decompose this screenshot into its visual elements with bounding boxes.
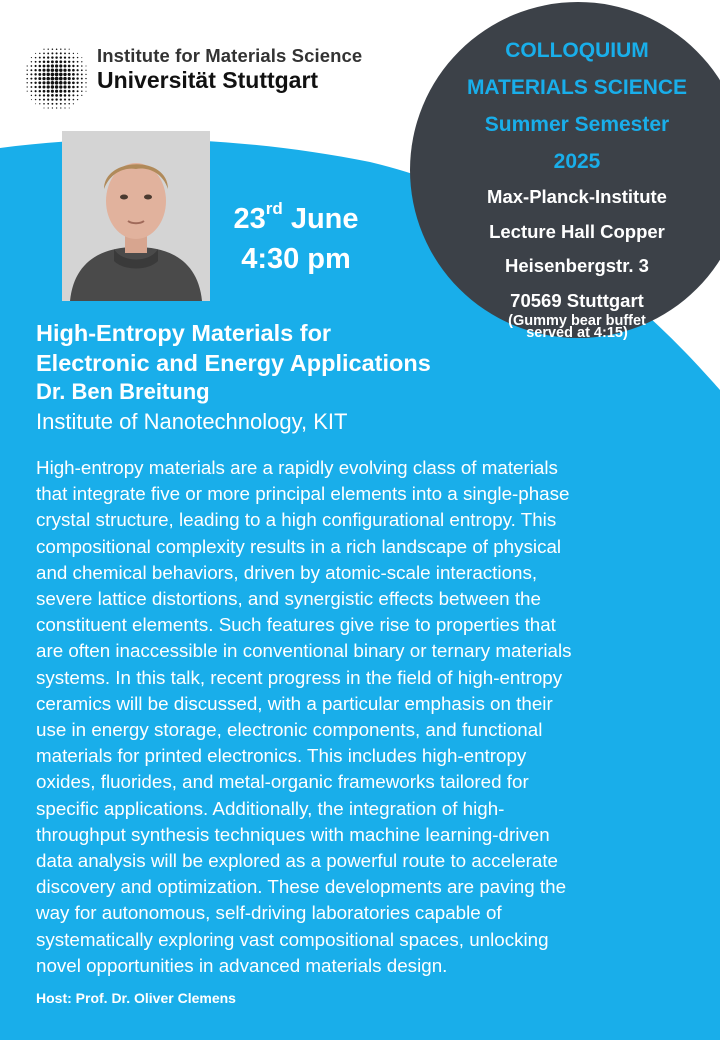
logo-dot (46, 77, 50, 81)
logo-dot (77, 99, 78, 100)
logo-dot (55, 94, 58, 97)
abstract-line: systematically exploring vast compositional spaces, unlocking (36, 928, 549, 950)
logo-dot (59, 94, 62, 97)
logo-dot (51, 81, 55, 85)
logo-dot (47, 56, 49, 58)
logo-dot (63, 73, 66, 76)
logo-dot (35, 99, 36, 100)
abstract-line: specific applications. Additionally, the integration of high- (36, 797, 505, 819)
abstract-line: throughput synthesis techniques with machine learning-driven (36, 823, 550, 845)
logo-dot (64, 99, 66, 101)
logo-dot (43, 86, 46, 89)
logo-dot (56, 48, 58, 50)
logo-dot (64, 107, 65, 108)
logo-dot (51, 52, 53, 54)
logo-dot (72, 69, 75, 72)
logo-dot (77, 95, 79, 97)
logo-dot (26, 82, 27, 83)
abstract-line: systems. In this talk, recent progress in the field of high-entropy (36, 666, 563, 688)
logo-dot (51, 85, 54, 88)
event-day: 23 (233, 203, 266, 235)
logo-dot (59, 85, 62, 88)
abstract-line: ceramics will be discussed, with a particular emphasis on their (36, 692, 553, 714)
abstract-line: constituent elements. Such features give rise to properties that (36, 614, 556, 636)
logo-dot (55, 73, 59, 77)
logo-dot (69, 49, 70, 50)
logo-dot (47, 85, 50, 88)
logo-dot (51, 98, 53, 100)
logo-dot (68, 90, 71, 93)
logo-dot (59, 77, 63, 81)
logo-dot (34, 82, 36, 84)
logo-dot (52, 48, 53, 49)
logo-dot (38, 86, 41, 89)
abstract-line: data analysis will be explored as a powerful route to accelerate (36, 850, 558, 872)
event-month: June (290, 203, 359, 235)
event-day-suffix: rd (265, 199, 283, 218)
logo-dot (64, 65, 67, 68)
logo-dot (26, 78, 28, 80)
logo-dot (43, 99, 45, 101)
logo-dot (56, 52, 58, 54)
logo-dot (64, 94, 67, 97)
logo-dot (63, 85, 66, 88)
logo-dot (39, 90, 41, 92)
institute-name: Institute for Materials Science (97, 45, 363, 66)
logo-dot (55, 68, 59, 72)
venue-institute: Max-Planck-Institute (487, 186, 667, 207)
logo-dot (39, 57, 41, 59)
logo-dot (31, 61, 32, 62)
logo-dot (43, 57, 45, 59)
buffet-note-line2: served at 4:15) (526, 325, 628, 341)
logo-dot (60, 103, 62, 105)
logo-dot (73, 53, 74, 54)
logo-dot (48, 107, 49, 108)
logo-dot (47, 103, 49, 105)
logo-dot (47, 69, 50, 72)
logo-dot (39, 53, 40, 54)
logo-dot (48, 49, 49, 50)
logo-dot (85, 65, 86, 66)
logo-dot (42, 69, 45, 72)
logo-dot (31, 65, 33, 67)
logo-dot (35, 95, 37, 97)
logo-dot (64, 49, 65, 50)
venue-city: 70569 Stuttgart (510, 289, 644, 311)
logo-dot (72, 90, 74, 92)
logo-dot (85, 86, 86, 87)
logo-dot (42, 73, 45, 76)
talk-title-line2: Electronic and Energy Applications (36, 350, 431, 376)
logo-dot (34, 69, 36, 71)
logo-dot (59, 68, 62, 71)
logo-dot (63, 69, 66, 72)
logo-dot (35, 103, 36, 104)
logo-dot (42, 77, 45, 80)
speaker-portrait-icon (62, 131, 210, 301)
logo-dot (69, 108, 70, 109)
logo-dot (38, 77, 41, 80)
talk-title-line1: High-Entropy Materials for (36, 320, 332, 346)
logo-dot (51, 103, 53, 105)
logo-dot (68, 57, 70, 59)
logo-dot (47, 60, 50, 63)
logo-dot (68, 53, 70, 55)
logo-dot (39, 94, 41, 96)
logo-dot (38, 81, 41, 84)
logo-dot (59, 60, 62, 63)
logo-dot (59, 73, 63, 77)
logo-dot (86, 91, 87, 92)
logo-dot (77, 61, 79, 63)
logo-dot (56, 107, 57, 108)
logo-dot (72, 77, 75, 80)
logo-dot (35, 90, 37, 92)
logo-dot (30, 82, 32, 84)
logo-dot (68, 81, 71, 84)
abstract-line: materials for printed electronics. This includes high-entropy (36, 745, 527, 767)
logo-dot (51, 73, 55, 77)
year: 2025 (553, 150, 601, 173)
logo-dot (34, 73, 36, 75)
logo-dot (76, 73, 78, 75)
abstract-line: discovery and optimization. These developments are paving the (36, 876, 567, 898)
logo-dot (55, 81, 59, 85)
logo-dot (68, 94, 70, 96)
logo-dot (51, 90, 54, 93)
logo-dot (60, 56, 62, 58)
logo-dot (72, 81, 75, 84)
logo-dot (38, 73, 41, 76)
logo-dot (43, 49, 44, 50)
logo-dot (68, 61, 70, 63)
logo-dot (31, 90, 33, 92)
logo-dot (35, 61, 37, 63)
logo-dot (31, 57, 32, 58)
abstract-line: that integrate five or more principal elements into a single-phase (36, 483, 570, 505)
logo-dot (68, 65, 71, 68)
logo-dot (47, 64, 50, 67)
logo-dot (42, 81, 45, 84)
logo-dot (30, 73, 32, 75)
logo-dot (85, 70, 86, 71)
stuttgart-dot-sphere-icon (22, 44, 90, 112)
logo-dot (60, 98, 62, 100)
logo-dot (77, 90, 79, 92)
logo-dot (43, 65, 46, 68)
speaker-photo (62, 131, 210, 301)
logo-dot (35, 65, 37, 67)
logo-dot (55, 64, 58, 67)
logo-dot (47, 94, 50, 97)
logo-dot (73, 103, 74, 104)
logo-dot (52, 107, 53, 108)
logo-dot (72, 94, 74, 96)
logo-dot (81, 86, 83, 88)
logo-dot (43, 61, 46, 64)
logo-dot (39, 61, 41, 63)
abstract-line: oxides, fluorides, and metal-organic frameworks tailored for (36, 771, 529, 793)
abstract (36, 455, 656, 979)
abstract-line: novel opportunities in advanced materials design. (36, 954, 448, 976)
logo-dot (39, 65, 42, 68)
abstract-line: and chemical behaviors, driven by atomic-scale interactions, (36, 561, 538, 583)
logo-dot (43, 94, 45, 96)
logo-dot (68, 69, 71, 72)
abstract-line: High-entropy materials are a rapidly evolving class of materials (36, 457, 558, 478)
logo-dot (51, 56, 53, 58)
logo-dot (64, 90, 67, 93)
logo-dot (64, 56, 66, 58)
logo-dot (30, 78, 32, 80)
logo-dot (39, 99, 41, 101)
logo-dot (47, 98, 49, 100)
logo-dot (63, 77, 66, 80)
logo-dot (68, 77, 71, 80)
logo-dot (46, 81, 49, 84)
logo-dot (68, 99, 70, 101)
logo-dot (51, 60, 54, 63)
logo-dot (34, 86, 36, 88)
logo-dot (76, 82, 78, 84)
logo-dot (64, 52, 66, 54)
logo-dot (39, 103, 40, 104)
event-time: 4:30 pm (241, 243, 351, 275)
logo-dot (81, 57, 82, 58)
logo-dot (27, 65, 28, 66)
logo-dot (51, 94, 54, 97)
logo-dot (35, 53, 36, 54)
abstract-line: compositional complexity results in a rich landscape of physical (36, 535, 562, 557)
logo-dot (77, 86, 79, 88)
logo-dot (77, 53, 78, 54)
logo-dot (68, 86, 71, 89)
logo-dot (64, 103, 66, 105)
logo-dot (51, 77, 55, 81)
logo-dot (77, 57, 78, 58)
host: Host: Prof. Dr. Oliver Clemens (36, 990, 236, 1006)
logo-dot (76, 69, 78, 71)
logo-dot (47, 90, 50, 93)
logo-dot (46, 73, 49, 76)
logo-dot (76, 77, 78, 79)
logo-dot (72, 86, 75, 89)
logo-dot (43, 53, 45, 55)
logo-dot (81, 61, 82, 62)
logo-dot (72, 73, 75, 76)
event-date-time (216, 199, 376, 279)
logo-dot (60, 48, 61, 49)
logo-dot (81, 82, 83, 84)
logo-dot (55, 98, 57, 100)
colloquium-title-line2: MATERIALS SCIENCE (466, 76, 688, 99)
logo-dot (55, 85, 58, 88)
abstract-line: crystal structure, leading to a high configurational entropy. This (36, 509, 557, 531)
logo-dot (43, 103, 45, 105)
logo-dot (60, 52, 62, 54)
logo-dot (73, 57, 75, 59)
speaker-affiliation: Institute of Nanotechnology, KIT (36, 409, 348, 434)
logo-dot (85, 82, 86, 83)
logo-dot (81, 69, 83, 71)
logo-dot (55, 60, 58, 63)
logo-dot (38, 69, 41, 72)
logo-dot (34, 77, 36, 79)
logo-dot (47, 52, 49, 54)
logo-dot (81, 90, 82, 91)
logo-dot (59, 64, 62, 67)
logo-dot (56, 103, 58, 105)
logo-dot (85, 74, 86, 75)
venue-street: Heisenbergstr. 3 (505, 255, 649, 276)
logo-dot (81, 78, 83, 80)
logo-dot (27, 91, 28, 92)
university-name: Universität Stuttgart (97, 67, 319, 93)
buffet-note-line1: (Gummy bear buffet (508, 313, 646, 329)
logo-dot (63, 81, 66, 84)
speaker-name: Dr. Ben Breitung (36, 379, 210, 404)
logo-dot (31, 95, 32, 96)
logo-dot (81, 95, 82, 96)
abstract-line: are often inaccessible in conventional binary or ternary materials (36, 640, 572, 662)
logo-dot (81, 65, 83, 67)
venue-hall: Lecture Hall Copper (489, 220, 665, 242)
logo-dot (55, 56, 57, 58)
logo-dot (35, 57, 37, 59)
logo-dot (68, 103, 69, 104)
abstract-line: way for autonomous, self-driving laboratories capable of (36, 902, 502, 924)
logo-dot (59, 81, 63, 85)
logo-dot (72, 61, 74, 63)
logo-dot (72, 65, 74, 67)
logo-dot (81, 73, 83, 75)
logo-dot (31, 99, 32, 100)
colloquium-info (440, 32, 714, 342)
logo-dot (64, 60, 67, 63)
logo-dot (30, 86, 32, 88)
logo-dot (27, 70, 28, 71)
logo-dot (30, 69, 32, 71)
logo-dot (59, 90, 62, 93)
event-date (216, 199, 376, 239)
colloquium-title-line1: COLLOQUIUM (505, 39, 649, 62)
talk-title (36, 318, 431, 378)
logo-dot (77, 65, 79, 67)
logo-dot (60, 107, 61, 108)
logo-dot (73, 99, 75, 101)
logo-dot (51, 68, 54, 71)
semester: Summer Semester (484, 113, 670, 136)
logo-dot (55, 90, 58, 93)
logo-dot (43, 90, 46, 93)
logo-dot (51, 64, 54, 67)
logo-dot (68, 73, 71, 76)
abstract-line: use in energy storage, electronic components, and functional (36, 719, 543, 741)
abstract-line: severe lattice distortions, and synergistic effects between the (36, 588, 541, 610)
logo-dot (43, 107, 44, 108)
logo-dot (27, 86, 28, 87)
logo-dot (55, 77, 59, 81)
logo-dot (26, 74, 27, 75)
logo-dot (85, 78, 86, 79)
